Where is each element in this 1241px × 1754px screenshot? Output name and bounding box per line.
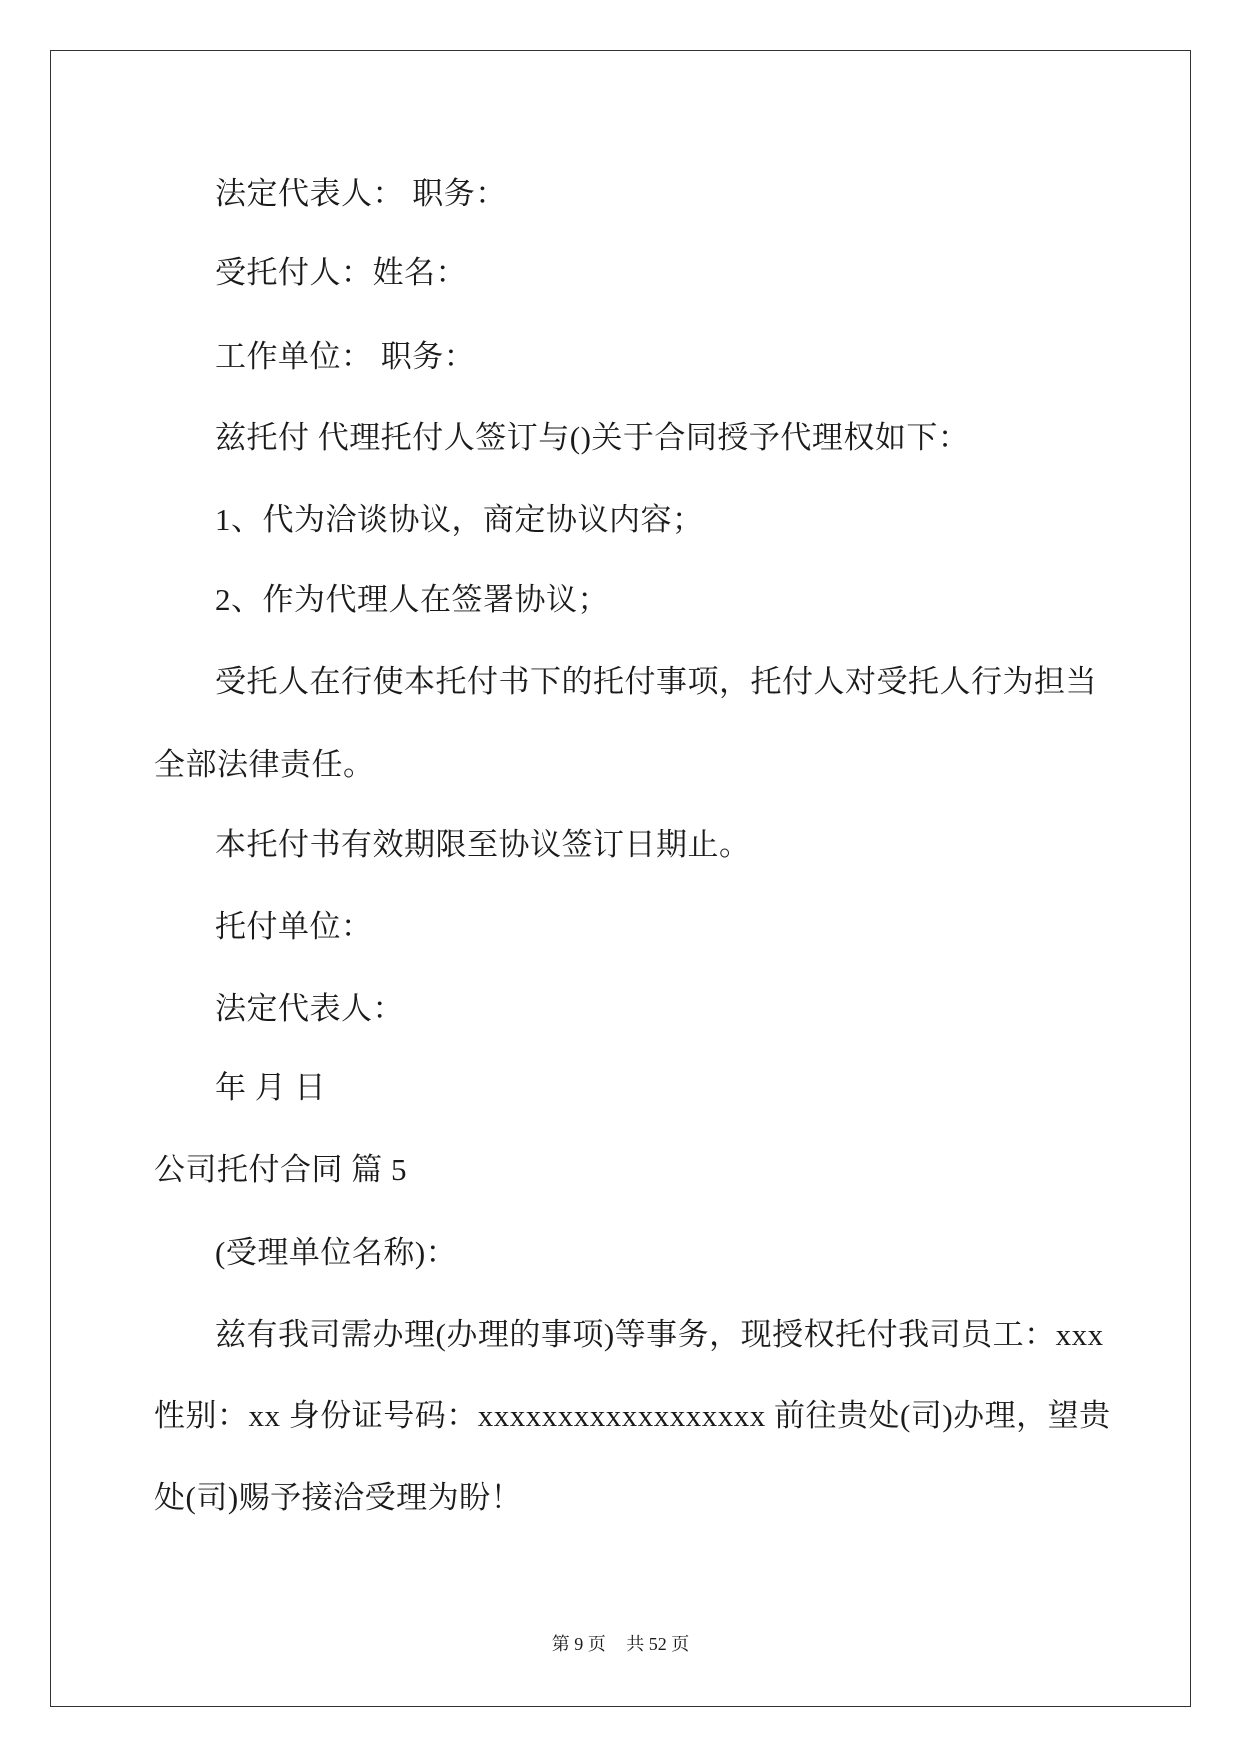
page-number: 第 9 页 [551, 1634, 606, 1654]
work-unit-position-line: 工作单位： 职务： [215, 339, 476, 374]
date-line: 年 月 日 [215, 1070, 326, 1105]
authority-item-1: 1、代为洽谈协议，商定协议内容； [215, 502, 704, 537]
recipient-unit-line: (受理单位名称)： [215, 1235, 458, 1270]
body-paragraph-line-2: 性别：xx 身份证号码：xxxxxxxxxxxxxxxxxx 前往贵处(司)办理，望贵 [154, 1398, 1111, 1433]
total-pages: 共 52 页 [626, 1634, 690, 1654]
section-heading: 公司托付合同 篇 5 [154, 1152, 407, 1187]
body-paragraph-line-3: 处(司)赐予接洽受理为盼！ [154, 1480, 523, 1515]
authorization-statement-line: 兹托付 代理托付人签订与()关于合同授予代理权如下： [215, 420, 970, 455]
legal-representative-signature-line: 法定代表人： [215, 991, 404, 1026]
page-footer [0, 1634, 1241, 1654]
validity-period-line: 本托付书有效期限至协议签订日期止。 [215, 827, 751, 862]
trustee-name-line: 受托付人：姓名： [215, 255, 467, 290]
entrusting-unit-signature-line: 托付单位： [215, 909, 373, 944]
authority-item-2: 2、作为代理人在签署协议； [215, 582, 609, 617]
legal-representative-position-line: 法定代表人： 职务： [215, 176, 507, 211]
liability-paragraph-line-2: 全部法律责任。 [154, 747, 375, 782]
page-border [50, 50, 1191, 1707]
liability-paragraph-line-1: 受托人在行使本托付书下的托付事项，托付人对受托人行为担当 [215, 664, 1097, 699]
body-paragraph-line-1: 兹有我司需办理(办理的事项)等事务，现授权托付我司员工：xxx [215, 1317, 1104, 1352]
